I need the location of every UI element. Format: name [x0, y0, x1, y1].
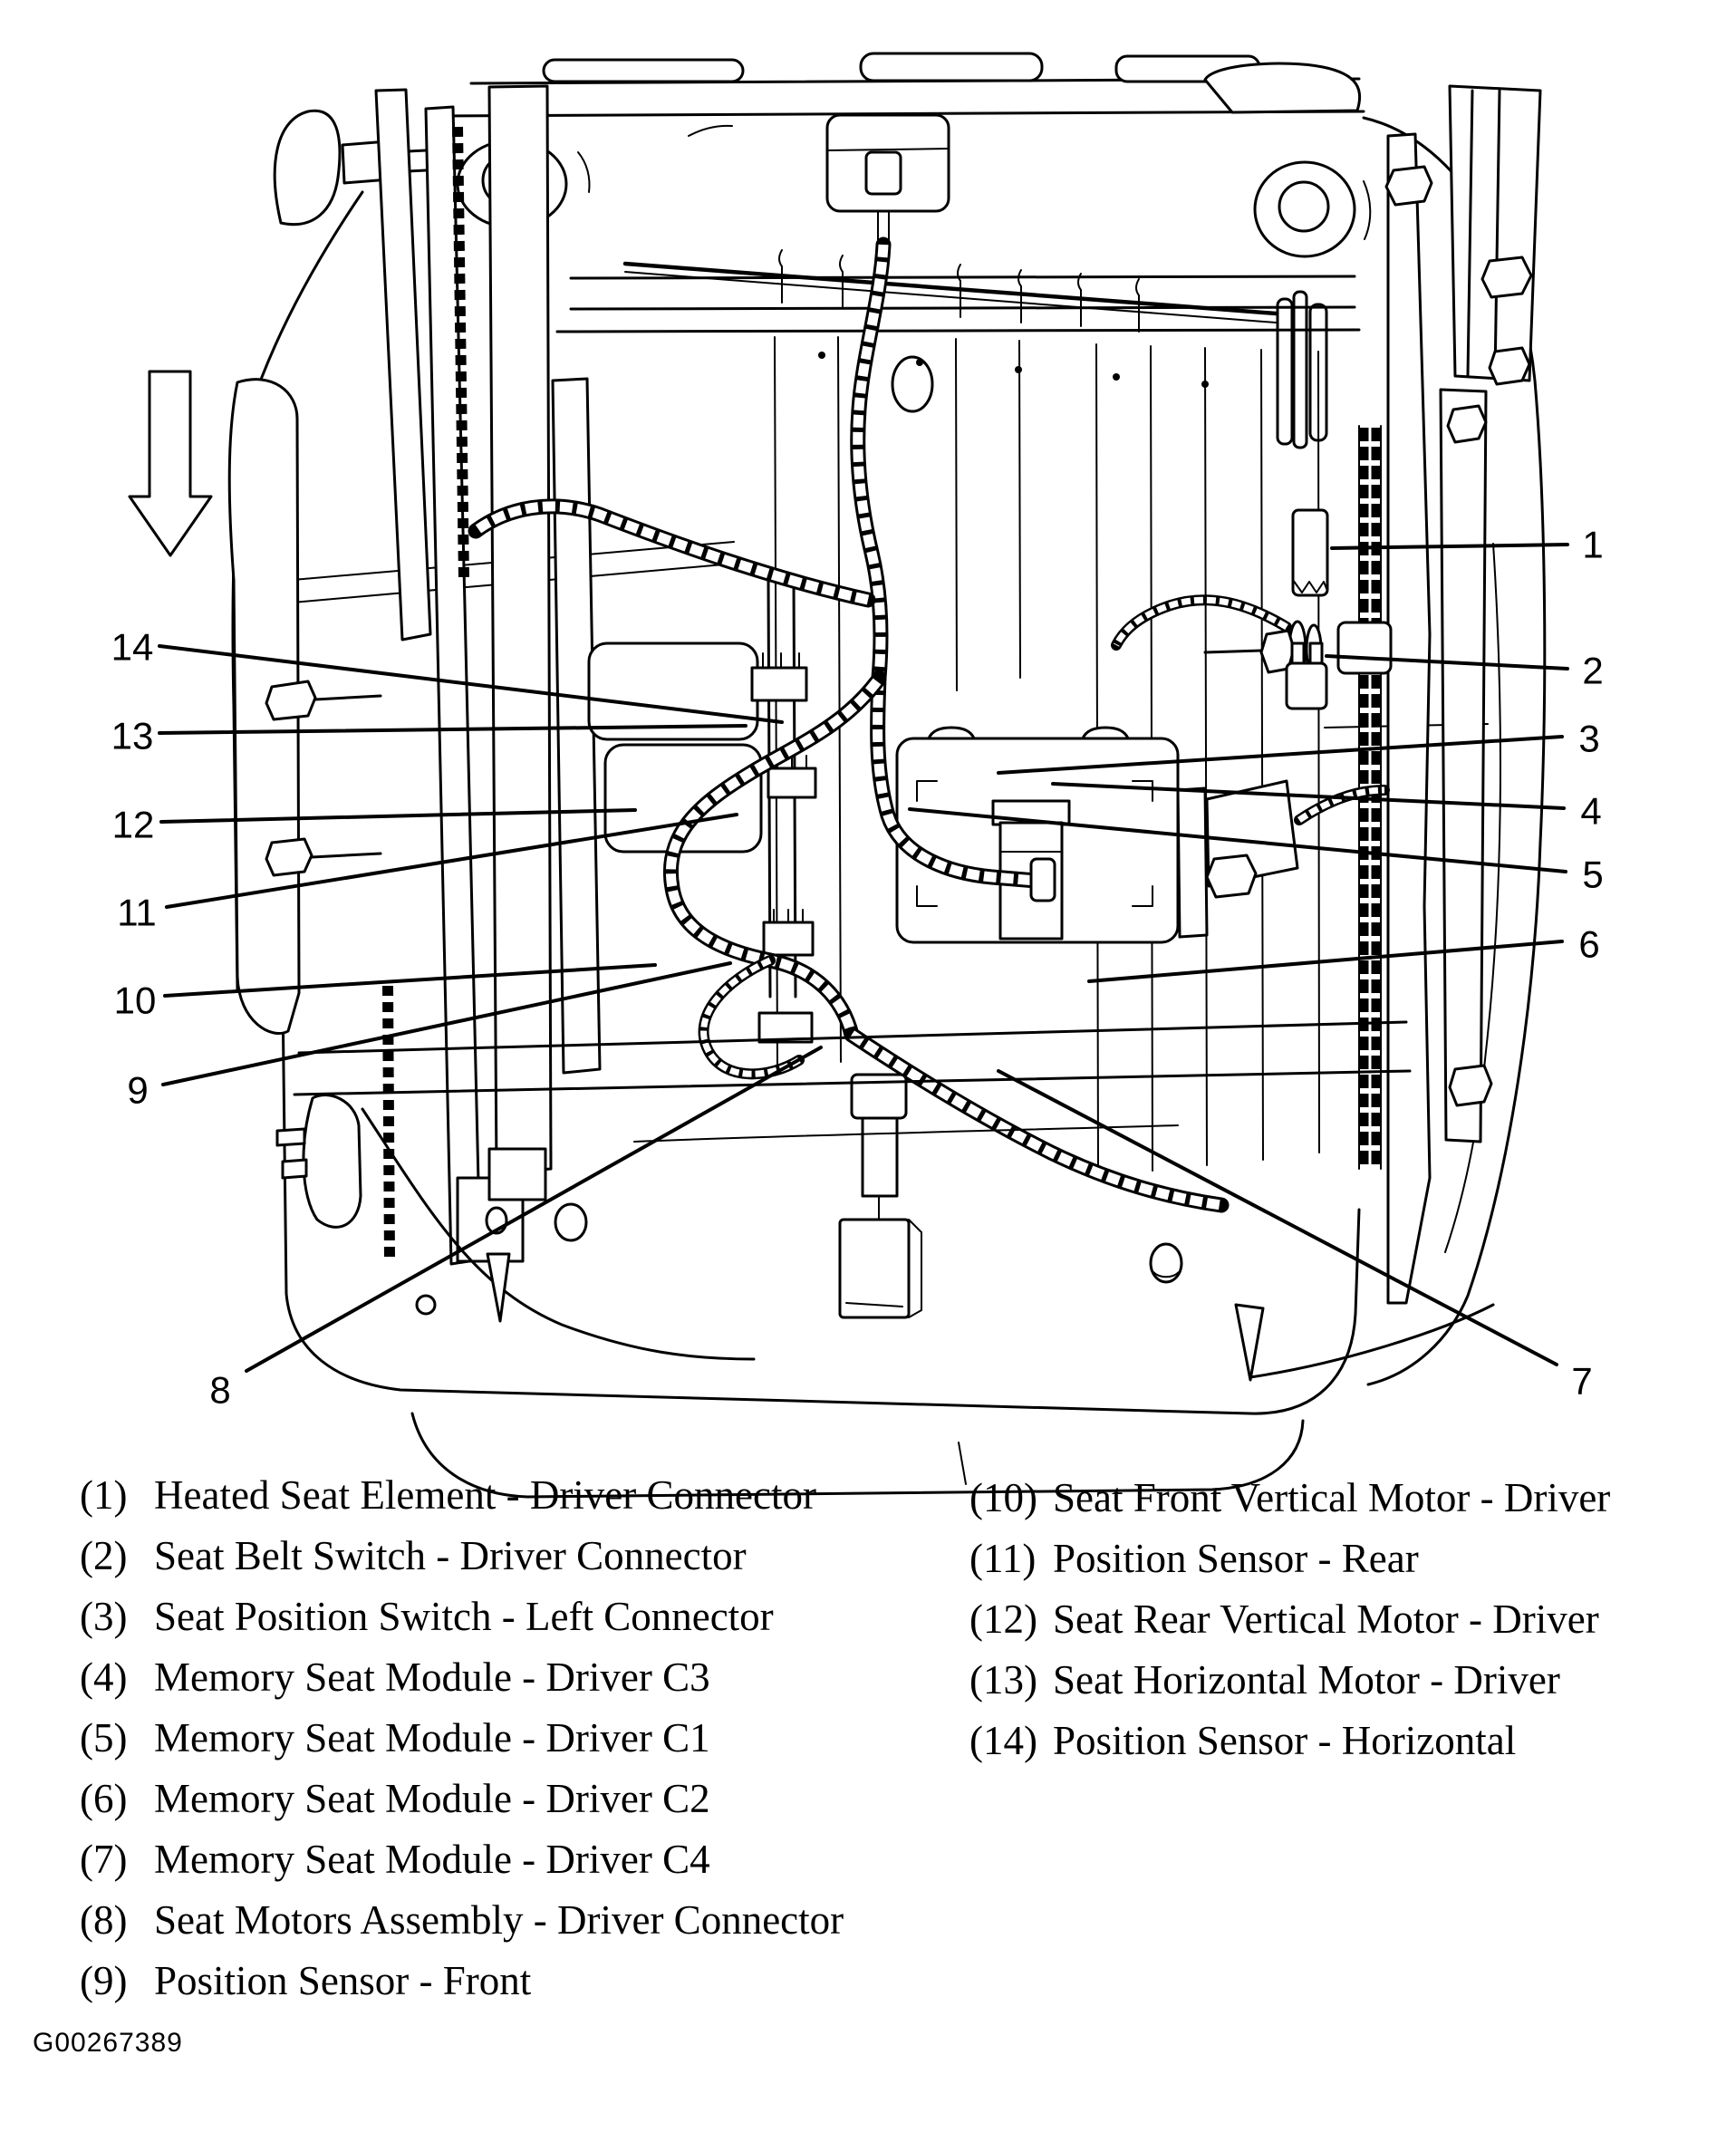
legend-column-right	[969, 1468, 1610, 1771]
legend-item-label: Seat Front Vertical Motor - Driver	[1053, 1475, 1611, 1520]
legend-item-number: (3)	[80, 1594, 128, 1639]
legend-item-label: Heated Seat Element - Driver Connector	[154, 1472, 816, 1518]
callout-number-7: 7	[1571, 1359, 1593, 1403]
callout-number-11: 11	[117, 891, 157, 934]
legend-item-label: Memory Seat Module - Driver C2	[154, 1776, 710, 1821]
legend-item-number: (9)	[80, 1958, 128, 2003]
legend-item-number: (1)	[80, 1472, 128, 1518]
legend-item-number: (8)	[80, 1897, 128, 1943]
legend-item-label: Seat Belt Switch - Driver Connector	[154, 1533, 747, 1578]
callout-number-10: 10	[113, 979, 157, 1022]
legend-item-number: (7)	[80, 1837, 128, 1882]
legend-item	[80, 1769, 844, 1829]
legend-item	[969, 1589, 1610, 1650]
legend-item-label: Memory Seat Module - Driver C4	[154, 1837, 710, 1882]
legend-item	[969, 1529, 1610, 1589]
legend-item-label: Position Sensor - Horizontal	[1053, 1718, 1517, 1763]
legend-item	[80, 1587, 844, 1647]
legend-item-label: Memory Seat Module - Driver C3	[154, 1654, 710, 1700]
callout-number-13: 13	[111, 714, 154, 757]
callout-number-12: 12	[111, 803, 155, 846]
callout-number-5: 5	[1582, 853, 1604, 896]
legend-item	[80, 1708, 844, 1769]
memory-seat-module	[897, 728, 1297, 942]
figure-code: G00267389	[33, 2028, 183, 2058]
callout-number-6: 6	[1578, 922, 1600, 966]
callout-number-9: 9	[127, 1068, 149, 1112]
legend-item-number: (4)	[80, 1654, 128, 1700]
legend-item-label: Position Sensor - Front	[154, 1958, 532, 2003]
legend-item-number: (14)	[969, 1718, 1037, 1763]
legend-item-number: (10)	[969, 1475, 1037, 1520]
right-track-assembly	[1205, 86, 1540, 1303]
legend-item-label: Seat Rear Vertical Motor - Driver	[1053, 1597, 1599, 1642]
left-track-assembly	[229, 86, 600, 1314]
legend-item-label: Memory Seat Module - Driver C1	[154, 1715, 710, 1761]
legend-item-number: (12)	[969, 1597, 1037, 1642]
down-arrow-icon	[130, 371, 211, 555]
legend-item-number: (13)	[969, 1657, 1037, 1703]
callout-number-3: 3	[1578, 717, 1600, 760]
legend-item	[80, 1951, 844, 2011]
callout-number-1: 1	[1582, 523, 1604, 566]
legend-item	[969, 1468, 1610, 1529]
legend-item-number: (11)	[969, 1536, 1037, 1581]
legend-item-label: Seat Motors Assembly - Driver Connector	[154, 1897, 844, 1943]
callout-number-2: 2	[1582, 649, 1604, 692]
legend-item-label: Seat Horizontal Motor - Driver	[1053, 1657, 1560, 1703]
leader-line-6	[1089, 941, 1562, 981]
heated-seat-connector	[1293, 510, 1327, 595]
legend-item	[80, 1465, 844, 1526]
legend-item-number: (2)	[80, 1533, 128, 1578]
legend-item	[969, 1711, 1610, 1771]
legend-column-left	[80, 1465, 844, 2011]
legend-item-label: Position Sensor - Rear	[1053, 1536, 1419, 1581]
legend-item	[80, 1829, 844, 1890]
legend-item	[80, 1890, 844, 1951]
legend-item-label: Seat Position Switch - Left Connector	[154, 1594, 774, 1639]
callout-number-8: 8	[209, 1368, 231, 1412]
legend-item	[80, 1526, 844, 1587]
legend-item	[80, 1647, 844, 1708]
callout-number-14: 14	[111, 625, 154, 669]
callout-number-4: 4	[1580, 789, 1602, 833]
legend-item-number: (5)	[80, 1715, 128, 1761]
hanging-connector	[840, 1075, 921, 1317]
legend-item-number: (6)	[80, 1776, 128, 1821]
legend-item	[969, 1650, 1610, 1711]
